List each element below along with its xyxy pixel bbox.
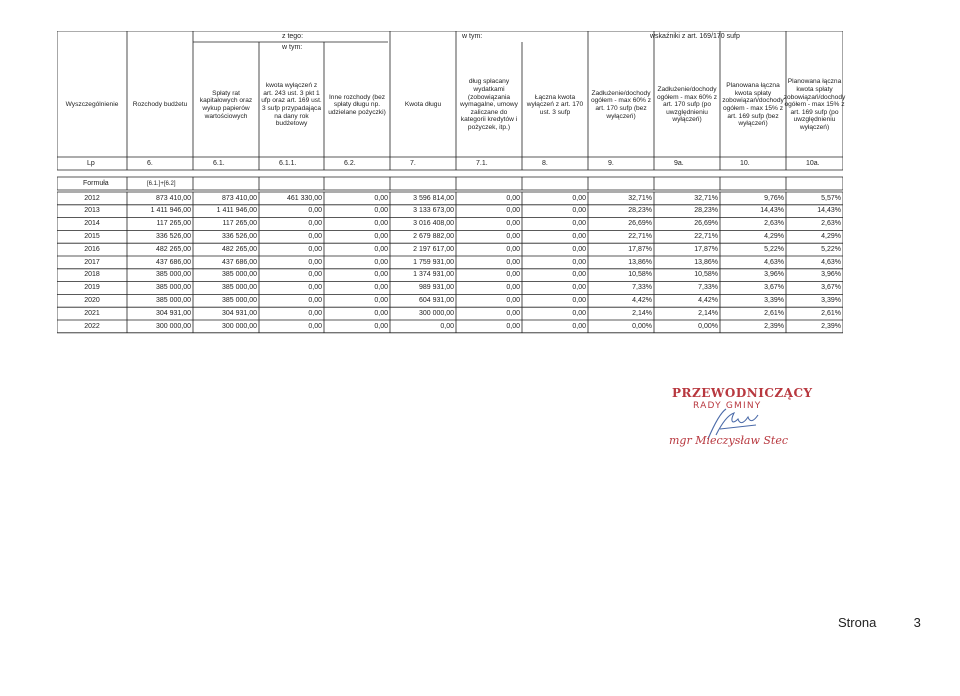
stamp-title: PRZEWODNICZĄCY: [672, 386, 813, 400]
table-cell: 385 000,00: [221, 296, 257, 304]
table-cell: 7,33%: [632, 284, 652, 292]
table-cell: 304 931,00: [221, 309, 257, 317]
table-cell: 300 000,00: [418, 309, 454, 317]
table-cell: 32,71%: [628, 194, 652, 202]
table-cell: 5,22%: [821, 245, 841, 253]
table-cell: 0,00: [572, 245, 586, 253]
lp-label: Lp: [87, 160, 95, 167]
table-cell: 2 197 617,00: [413, 245, 454, 253]
table-cell: 26,69%: [694, 220, 718, 228]
table-cell: 2,39%: [764, 322, 784, 330]
table-cell: 437 686,00: [221, 258, 257, 266]
column-header: Wyszczególnienie: [65, 101, 119, 109]
lp-value: 6.: [147, 160, 153, 167]
table-cell: 22,71%: [694, 232, 718, 240]
table-cell: 0,00: [374, 258, 388, 266]
table-cell: 2,63%: [821, 220, 841, 228]
lp-value: 7.: [410, 160, 416, 167]
table-cell: 0,00%: [632, 322, 652, 330]
table-cell: 13,86%: [628, 258, 652, 266]
table-cell: 14,43%: [817, 207, 841, 215]
table-cell: 0,00: [506, 309, 520, 317]
lp-value: 6.1.: [213, 160, 225, 167]
table-cell: 0,00: [572, 258, 586, 266]
top-header-indicators: wskaźniki z art. 169/170 sufp: [650, 33, 740, 40]
column-header: Kwota długu: [404, 101, 442, 109]
table-cell: 385 000,00: [155, 271, 191, 279]
table-cell: 0,00: [308, 322, 322, 330]
table-row-year: 2018: [84, 271, 100, 279]
table-row-year: 2020: [84, 296, 100, 304]
table-cell: 4,63%: [764, 258, 784, 266]
table-cell: 0,00: [506, 232, 520, 240]
top-header-w-tym-2: w tym:: [462, 33, 483, 40]
table-cell: 385 000,00: [155, 296, 191, 304]
table-cell: 461 330,00: [286, 194, 322, 202]
table-cell: 0,00: [572, 220, 586, 228]
column-header: dług spłacany wydatkami (zobowiązania wymagalne, umowy zaliczane do kategorii kredytów i pożyczek, itp.): [460, 78, 518, 131]
table-cell: 1 374 931,00: [413, 271, 454, 279]
table-cell: 0,00: [308, 245, 322, 253]
table-cell: 0,00: [308, 284, 322, 292]
table-cell: 0,00: [506, 220, 520, 228]
table-cell: 300 000,00: [155, 322, 191, 330]
table-cell: 2 679 882,00: [413, 232, 454, 240]
table-cell: 4,29%: [764, 232, 784, 240]
table-cell: 26,69%: [628, 220, 652, 228]
table-cell: 0,00: [506, 271, 520, 279]
table-cell: 0,00: [572, 194, 586, 202]
table-row-year: 2015: [84, 232, 100, 240]
table-row-year: 2016: [84, 245, 100, 253]
table-cell: 437 686,00: [155, 258, 191, 266]
table-cell: 28,23%: [628, 207, 652, 215]
table-cell: 22,71%: [628, 232, 652, 240]
table-row-year: 2012: [84, 194, 100, 202]
column-header: Łączna kwota wyłączeń z art. 170 ust. 3 sufp: [526, 93, 584, 116]
page-label: Strona: [838, 615, 877, 630]
table-cell: 3,67%: [821, 284, 841, 292]
table-cell: 5,22%: [764, 245, 784, 253]
column-header: Zadłużenie/dochody ogółem - max 60% z art. 170 sufp (bez wyłączeń): [590, 89, 652, 120]
table-cell: 0,00: [572, 207, 586, 215]
table-cell: 0,00: [374, 296, 388, 304]
table-cell: 2,39%: [821, 322, 841, 330]
table-cell: 4,42%: [698, 296, 718, 304]
table-cell: 9,76%: [764, 194, 784, 202]
table-cell: 3 016 408,00: [413, 220, 454, 228]
table-cell: 32,71%: [694, 194, 718, 202]
table-cell: 482 265,00: [155, 245, 191, 253]
table-cell: 385 000,00: [221, 271, 257, 279]
table-cell: 873 410,00: [155, 194, 191, 202]
page-number: [838, 615, 921, 630]
table-cell: 2,61%: [821, 309, 841, 317]
lp-value: 6.2.: [344, 160, 356, 167]
formula-label: Formuła: [83, 180, 109, 187]
table-cell: 0,00: [374, 322, 388, 330]
table-cell: 10,58%: [628, 271, 652, 279]
lp-value: 10a.: [806, 160, 820, 167]
table-cell: 0,00: [374, 309, 388, 317]
table-cell: 2,14%: [698, 309, 718, 317]
table-cell: 3,39%: [821, 296, 841, 304]
column-header: Rozchody budżetu: [132, 101, 188, 109]
table-cell: 0,00: [506, 258, 520, 266]
table-cell: 0,00: [308, 258, 322, 266]
table-row-year: 2017: [84, 258, 100, 266]
table-row-year: 2014: [84, 220, 100, 228]
lp-value: 8.: [542, 160, 548, 167]
table-cell: 0,00: [572, 232, 586, 240]
table-cell: 0,00: [506, 296, 520, 304]
table-cell: 0,00: [440, 322, 454, 330]
table-cell: 385 000,00: [221, 284, 257, 292]
table-cell: 0,00: [308, 309, 322, 317]
table-cell: 0,00: [572, 296, 586, 304]
table-cell: 0,00: [308, 232, 322, 240]
table-cell: 385 000,00: [155, 284, 191, 292]
column-header: Planowana łączna kwota spłaty zobowiązań/dochody ogółem - max 15% z art. 169 sufp (po uwzględnieniu wyłączeń): [783, 78, 846, 131]
top-header-w-tym-1: w tym:: [282, 44, 303, 51]
table-cell: 17,87%: [628, 245, 652, 253]
lp-value: 6.1.1.: [279, 160, 297, 167]
table-cell: 4,42%: [632, 296, 652, 304]
table-row-year: 2021: [84, 309, 100, 317]
page-number-value: 3: [913, 615, 921, 630]
lp-value: 10.: [740, 160, 750, 167]
table-cell: 0,00: [572, 322, 586, 330]
table-cell: 10,58%: [694, 271, 718, 279]
table-cell: 0,00: [374, 284, 388, 292]
table-cell: 0,00: [308, 207, 322, 215]
table-cell: 0,00: [506, 284, 520, 292]
table-cell: 989 931,00: [418, 284, 454, 292]
table-cell: 0,00: [308, 271, 322, 279]
table-cell: 0,00%: [698, 322, 718, 330]
column-header: kwota wyłączeń z art. 243 ust. 3 pkt 1 ufp oraz art. 169 ust. 3 sufp przypadająca na dany rok budżetowy: [261, 82, 322, 128]
table-cell: 300 000,00: [221, 322, 257, 330]
table-cell: 117 265,00: [222, 220, 257, 228]
table-cell: 0,00: [374, 207, 388, 215]
table-cell: 336 526,00: [155, 232, 191, 240]
table-cell: 0,00: [374, 245, 388, 253]
table-cell: 0,00: [572, 284, 586, 292]
table-cell: 0,00: [308, 220, 322, 228]
table-cell: 0,00: [506, 245, 520, 253]
table-row-year: 2019: [84, 284, 100, 292]
table-cell: 3,96%: [821, 271, 841, 279]
table-cell: 5,57%: [821, 194, 841, 202]
table-cell: 0,00: [374, 220, 388, 228]
table-cell: 604 931,00: [418, 296, 454, 304]
column-header: Spłaty rat kapitałowych oraz wykup papierów wartościowych: [199, 89, 253, 120]
table-cell: 3 133 673,00: [413, 207, 454, 215]
table-cell: 1 411 946,00: [150, 207, 191, 215]
table-cell: 2,63%: [764, 220, 784, 228]
table-cell: 4,63%: [821, 258, 841, 266]
lp-value: 9a.: [674, 160, 684, 167]
table-cell: 117 265,00: [156, 220, 191, 228]
table-cell: 14,43%: [760, 207, 784, 215]
column-header: Planowana łączna kwota spłaty zobowiązań/dochody ogółem - max 15% z art. 169 sufp (bez wyłączeń): [722, 82, 784, 128]
table-cell: 28,23%: [694, 207, 718, 215]
table-cell: 0,00: [506, 207, 520, 215]
table-cell: 0,00: [374, 194, 388, 202]
formula-value: [6.1.]+[6.2]: [147, 181, 176, 187]
table-cell: 17,87%: [694, 245, 718, 253]
table-cell: 2,61%: [764, 309, 784, 317]
table-cell: 304 931,00: [155, 309, 191, 317]
table-cell: 0,00: [374, 232, 388, 240]
table-cell: 0,00: [572, 271, 586, 279]
top-header-z-tego: z tego:: [282, 33, 304, 40]
table-cell: 0,00: [506, 194, 520, 202]
table-cell: 0,00: [572, 309, 586, 317]
table-cell: 482 265,00: [221, 245, 257, 253]
table-cell: 336 526,00: [221, 232, 257, 240]
stamp-signatory: mgr Mieczysław Stec: [669, 434, 788, 447]
table-cell: 3,67%: [764, 284, 784, 292]
table-row-year: 2013: [84, 207, 100, 215]
table-cell: 0,00: [308, 296, 322, 304]
table-row-year: 2022: [84, 322, 100, 330]
table-cell: 1 411 946,00: [216, 207, 257, 215]
table-cell: 0,00: [374, 271, 388, 279]
lp-value: 7.1.: [476, 160, 488, 167]
column-header: Inne rozchody (bez spłaty długu np. udzielane pożyczki): [328, 93, 386, 116]
table-cell: 1 759 931,00: [413, 258, 454, 266]
column-header: Zadłużenie/dochody ogółem - max 60% z art. 170 sufp (po uwzględnieniu wyłączeń): [656, 86, 718, 124]
table-cell: 13,86%: [694, 258, 718, 266]
table-cell: 873 410,00: [221, 194, 257, 202]
lp-value: 9.: [608, 160, 614, 167]
table-cell: 4,29%: [821, 232, 841, 240]
table-cell: 3 596 814,00: [413, 194, 454, 202]
table-cell: 2,14%: [632, 309, 652, 317]
table-cell: 7,33%: [698, 284, 718, 292]
table-cell: 0,00: [506, 322, 520, 330]
table-cell: 3,96%: [764, 271, 784, 279]
stamp-council: RADY GMINY: [693, 401, 762, 411]
table-cell: 3,39%: [764, 296, 784, 304]
